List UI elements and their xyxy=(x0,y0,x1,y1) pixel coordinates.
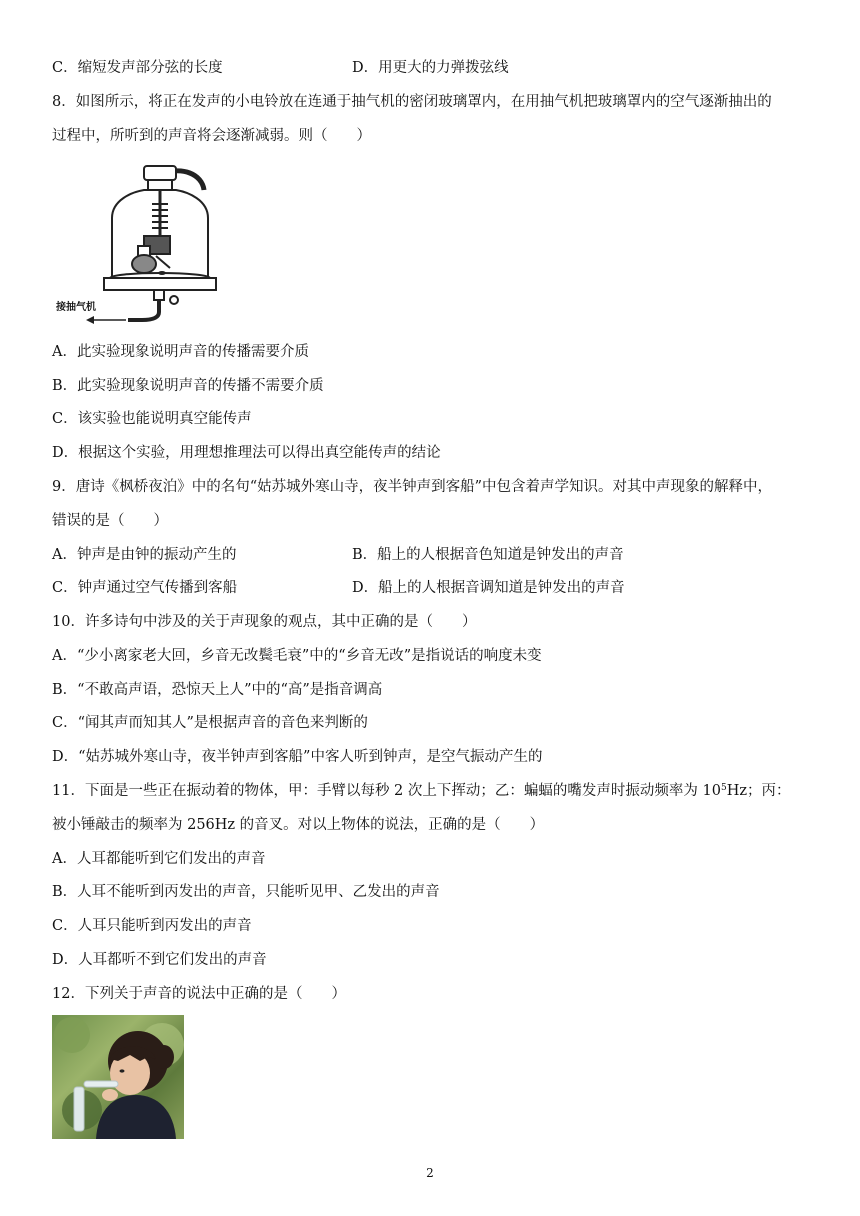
page-number: 2 xyxy=(426,1166,434,1180)
q11-option-a: A．人耳都能听到它们发出的声音 xyxy=(52,851,266,867)
q11-stem-line1-a: 11．下面是一些正在振动着的物体，甲：手臂以每秒 2 次上下挥动；乙：蝙蝠的嘴发声时振动频率为 10 xyxy=(52,783,721,799)
figure-label: 接抽气机 xyxy=(56,302,96,313)
q11-option-c: C．人耳只能听到丙发出的声音 xyxy=(52,918,252,934)
q11-exponent: 5 xyxy=(720,783,727,793)
q7-option-c: C．缩短发声部分弦的长度 xyxy=(52,60,223,76)
q12-stem: 12．下列关于声音的说法中正确的是（ ） xyxy=(52,986,346,1002)
q8-stem-line1: 8．如图所示，将正在发声的小电铃放在连通于抽气机的密闭玻璃罩内，在用抽气机把玻璃罩内的空气逐渐抽出的 xyxy=(52,94,772,110)
q11-option-d: D．人耳都听不到它们发出的声音 xyxy=(52,952,267,968)
q9-option-b: B．船上的人根据音色知道是钟发出的声音 xyxy=(352,547,624,563)
q7-option-d: D．用更大的力弹拨弦线 xyxy=(352,60,509,76)
q9-option-c: C．钟声通过空气传播到客船 xyxy=(52,580,238,596)
child-blowing-photo xyxy=(52,1015,184,1139)
q8-option-c: C．该实验也能说明真空能传声 xyxy=(52,411,252,427)
q8-option-a: A．此实验现象说明声音的传播需要介质 xyxy=(52,344,309,360)
q9-stem-line2: 错误的是（ ） xyxy=(52,513,168,529)
q11-stem-line2: 被小锤敲击的频率为 256Hz 的音叉。对以上物体的说法，正确的是（ ） xyxy=(52,817,545,833)
q10-option-c: C．“闻其声而知其人”是根据声音的音色来判断的 xyxy=(52,715,368,731)
q11-stem-line1-b: Hz；丙： xyxy=(726,783,791,799)
q10-stem: 10．许多诗句中涉及的关于声现象的观点，其中正确的是（ ） xyxy=(52,614,477,630)
q10-option-b: B．“不敢高声语，恐惊天上人”中的“高”是指音调高 xyxy=(52,682,383,698)
child-photo-illustration xyxy=(52,1015,184,1139)
q11-stem-line1 xyxy=(52,781,790,801)
q10-option-a: A．“少小离家老大回，乡音无改鬓毛衰”中的“乡音无改”是指说话的响度未变 xyxy=(52,648,542,664)
q9-stem-line1: 9．唐诗《枫桥夜泊》中的名句“姑苏城外寒山寺，夜半钟声到客船”中包含着声学知识。对其中声现象的解释中， xyxy=(52,479,773,495)
q8-stem-line2: 过程中，所听到的声音将会逐渐减弱。则（ ） xyxy=(52,128,371,144)
q10-option-d: D．“姑苏城外寒山寺，夜半钟声到客船”中客人听到钟声，是空气振动产生的 xyxy=(52,749,543,765)
q9-option-a: A．钟声是由钟的振动产生的 xyxy=(52,547,237,563)
q8-option-d: D．根据这个实验，用理想推理法可以得出真空能传声的结论 xyxy=(52,445,441,461)
bell-jar-figure xyxy=(52,160,222,330)
q8-option-b: B．此实验现象说明声音的传播不需要介质 xyxy=(52,378,324,394)
q11-option-b: B．人耳不能听到丙发出的声音，只能听见甲、乙发出的声音 xyxy=(52,884,440,900)
q9-option-d: D．船上的人根据音调知道是钟发出的声音 xyxy=(352,580,625,596)
